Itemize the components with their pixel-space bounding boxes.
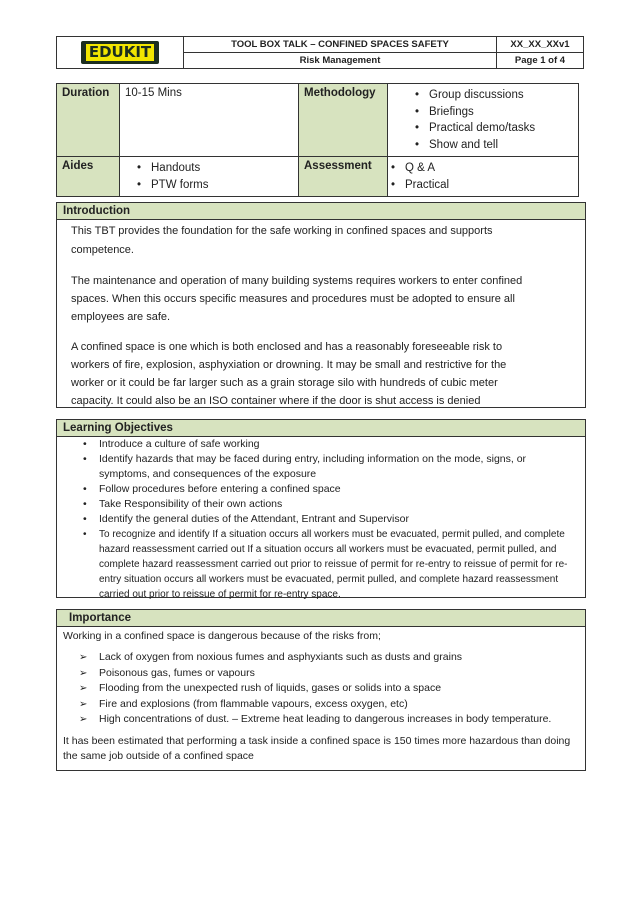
company-logo [57,39,183,67]
list-item: • Introduce a culture of safe working [87,437,577,452]
document-ref: XX_XX_XXv1 [497,37,584,53]
list-item: ➢ Lack of oxygen from noxious fumes and asphyxiants such as dusts and grains [79,650,579,666]
methodology-list [393,87,573,153]
assessment-label: Assessment [299,157,388,197]
meta-table [56,83,579,197]
aides-label: Aides [57,157,120,197]
duration-label: Duration [57,84,120,157]
list-item: • PTW forms [139,177,293,194]
objectives-body [57,437,585,602]
list-item: • Practical demo/tasks [417,120,573,137]
document-subtitle: Risk Management [184,53,497,69]
aides-list [125,160,293,193]
list-item: ➢ Poisonous gas, fumes or vapours [79,666,579,682]
page-number: Page 1 of 4 [497,53,584,69]
objectives-title: Learning Objectives [57,420,585,437]
list-item: • To recognize and identify If a situation occurs all workers must be evacuated, permit pulled, and complete hazard reassessment carried out If a situation occurs all workers must be evacuated, permit pulled, and complete hazard reassessment carried out prior to reissue of permit for re-entry to reissue of permit for re-entry situation occurs all workers must be evacuated, permit pulled, and complete hazard reassessment carried out prior to reissue of permit for re-entry space. [87,527,577,602]
logo-mark [81,41,159,64]
list-item: • Q & A [393,160,573,177]
importance-closing: It has been estimated that performing a task inside a confined space is 150 times more hazardous than doing the same job outside of a confined space [63,734,571,762]
duration-value: 10-15 Mins [120,84,299,157]
list-item: • Practical [393,177,573,194]
list-item: • Handouts [139,160,293,177]
assessment-cell [388,157,579,197]
methodology-label: Methodology [299,84,388,157]
assessment-list [393,160,573,193]
list-item: • Identify the general duties of the Attendant, Entrant and Supervisor [87,512,577,527]
document-title: TOOL BOX TALK – CONFINED SPACES SAFETY [184,37,497,53]
objectives-list [57,437,577,602]
list-item: • Group discussions [417,87,573,104]
list-item: • Show and tell [417,137,573,154]
list-item: ➢ High concentrations of dust. – Extreme heat leading to dangerous increases in body temperature. [79,712,579,728]
methodology-cell [388,84,579,157]
list-item: • Follow procedures before entering a confined space [87,482,577,497]
document-header [56,36,584,69]
introduction-body [57,220,585,412]
list-item: • Briefings [417,104,573,121]
introduction-paragraph: This TBT provides the foundation for the safe working in confined spaces and supports competence. [71,225,493,256]
list-item: ➢ Fire and explosions (from flammable vapours, excess oxygen, etc) [79,697,579,713]
logo-text: EDUKIT [86,44,154,61]
aides-cell [120,157,299,197]
importance-title: Importance [57,610,585,627]
list-item: • Identify hazards that may be faced during entry, including information on the mode, signs, or symptoms, and consequences of the exposure [87,452,577,482]
introduction-paragraph: The maintenance and operation of many building systems requires workers to enter confined spaces. When this occurs specific measures and procedures must be adopted to ensure all employees are safe. [71,275,523,323]
logo-cell [57,37,184,69]
introduction-paragraph: A confined space is one which is both enclosed and has a reasonably foreseeable risk to workers of fire, explosion, asphyxiation or drowning. It may be small and restrictive for the worker or it could be far larger such as a grain storage silo with hundreds of cubic meter capacity. It could also be an ISO container where if the door is shut access is denied [71,341,507,407]
importance-body [57,627,585,766]
list-item: ➢ Flooding from the unexpected rush of liquids, gases or solids into a space [79,681,579,697]
introduction-title: Introduction [57,203,585,220]
introduction-section [56,202,586,408]
importance-section [56,609,586,771]
objectives-section [56,419,586,598]
list-item: • Take Responsibility of their own actions [87,497,577,512]
importance-list [79,650,579,728]
importance-intro: Working in a confined space is dangerous because of the risks from; [63,630,381,642]
